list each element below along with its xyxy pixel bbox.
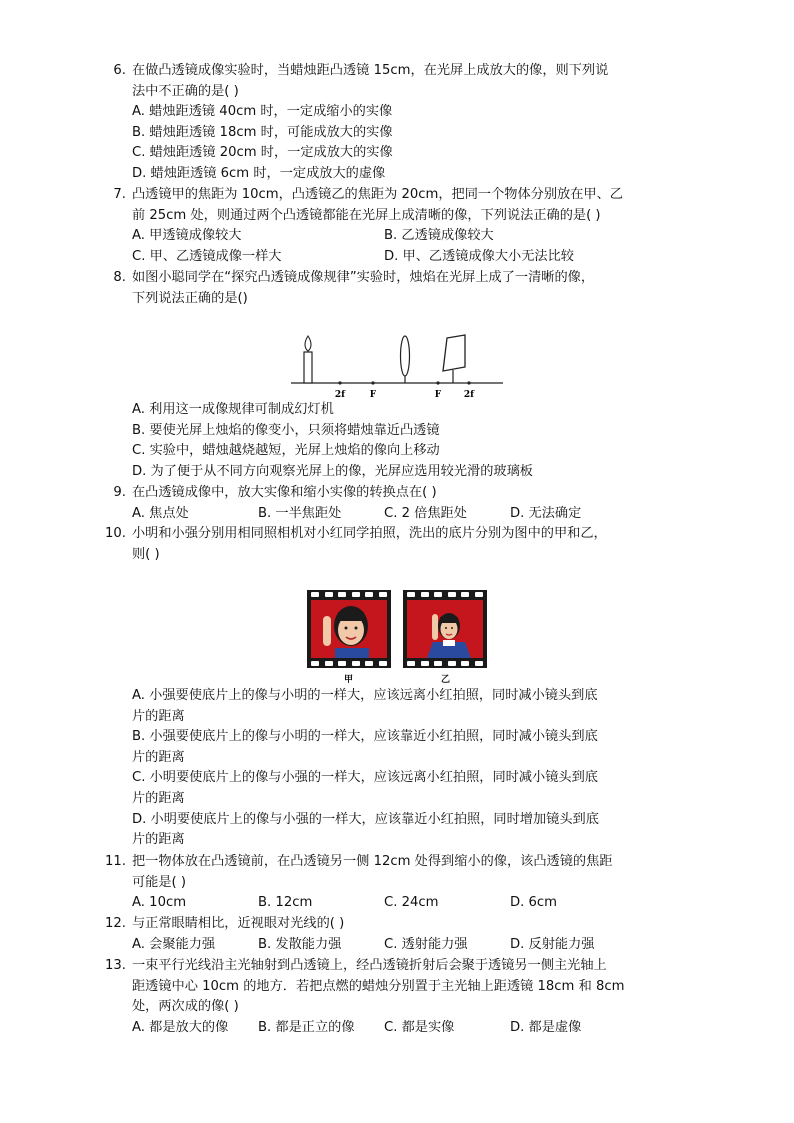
option-c: C. 蜡烛距透镜 20cm 时，一定成放大的实像 [132, 145, 393, 161]
girl-wide-photo [407, 600, 483, 658]
option-c: C. 2 倍焦距处 [384, 505, 467, 521]
option-b: B. 要使光屏上烛焰的像变小，只须将蜡烛靠近凸透镜 [132, 422, 440, 438]
question-10-options [132, 686, 672, 851]
question-11 [105, 852, 672, 914]
options-row [132, 893, 672, 914]
option-a: A. 小强要使底片上的像与小明的一样大，应该远离小红拍照，同时减小镜头到底 [132, 688, 598, 703]
question-8 [113, 268, 672, 309]
question-6 [113, 61, 672, 185]
caption-yi: 乙 [441, 675, 451, 685]
question-text: 则( ) [132, 546, 160, 562]
question-text: 在做凸透镜成像实验时，当蜡烛距凸透镜 15cm，在光屏上成放大的像，则下列说 [132, 63, 609, 78]
option-c: C. 透射能力强 [384, 936, 468, 952]
option-c-cont: 片的距离 [132, 790, 185, 806]
options-row [132, 247, 672, 268]
question-text: 把一物体放在凸透镜前，在凸透镜另一侧 12cm 处得到缩小的像，该凸透镜的焦距 [132, 854, 613, 869]
option-c: C. 实验中，蜡烛越烧越短，光屏上烛焰的像向上移动 [132, 443, 440, 459]
question-9 [113, 483, 672, 524]
question-text: 前 25cm 处，则通过两个凸透镜都能在光屏上成清晰的像，下列说法正确的是( ) [132, 207, 601, 223]
option-d: D. 小明要使底片上的像与小强的一样大，应该靠近小红拍照，同时增加镜头到底 [132, 811, 599, 827]
question-number: 13. [105, 958, 126, 973]
option-b: B. 一半焦距处 [258, 505, 342, 521]
question-text: 可能是( ) [132, 874, 187, 890]
option-d: D. 无法确定 [510, 505, 582, 521]
question-8-options [132, 400, 672, 482]
caption-jia: 甲 [344, 675, 354, 685]
option-d: D. 甲、乙透镜成像大小无法比较 [384, 248, 574, 264]
question-text: 处，两次成的像( ) [132, 999, 239, 1015]
option-c: C. 24cm [384, 895, 439, 911]
options-row [132, 226, 672, 247]
axis-label-f-left: F [369, 390, 377, 400]
film-negative-jia [307, 590, 391, 668]
axis-label-2f-right: 2f [463, 390, 475, 400]
option-a: A. 甲透镜成像较大 [132, 228, 242, 244]
film-negative-yi [403, 590, 487, 668]
option-c: C. 都是实像 [384, 1019, 455, 1035]
question-text: 距透镜中心 10cm 的地方．若把点燃的蜡烛分别置于主光轴上距透镜 18cm 和 8cm [132, 978, 625, 994]
question-7 [113, 185, 672, 267]
options-row [132, 1018, 672, 1039]
option-c: C. 小明要使底片上的像与小强的一样大，应该远离小红拍照，同时减小镜头到底 [132, 770, 598, 786]
option-c: C. 甲、乙透镜成像一样大 [132, 248, 282, 264]
option-d: D. 为了便于从不同方向观察光屏上的像，光屏应选用较光滑的玻璃板 [132, 463, 533, 479]
option-d: D. 反射能力强 [510, 936, 595, 952]
option-b: B. 蜡烛距透镜 18cm 时，可能成放大的实像 [132, 124, 393, 140]
option-b-cont: 片的距离 [132, 749, 185, 765]
question-text: 小明和小强分别用相同照相机对小红同学拍照，洗出的底片分别为图中的甲和乙， [132, 526, 607, 541]
option-d: D. 都是虚像 [510, 1019, 582, 1035]
option-a: A. 会聚能力强 [132, 936, 216, 952]
light-screen-icon [443, 335, 465, 383]
question-text: 如图小聪同学在“探究凸透镜成像规律”实验时，烛焰在光屏上成了一清晰的像， [132, 270, 595, 285]
question-number: 9. [113, 485, 126, 500]
question-number: 6. [113, 63, 126, 78]
axis-label-2f-left: 2f [334, 390, 346, 400]
question-text: 一束平行光线沿主光轴射到凸透镜上，经凸透镜折射后会聚于透镜另一侧主光轴上 [132, 958, 607, 973]
question-text: 与正常眼睛相比，近视眼对光线的( ) [132, 916, 345, 931]
question-number: 10. [105, 526, 126, 541]
option-d: D. 6cm [510, 895, 558, 911]
question-13 [105, 956, 672, 1038]
question-number: 7. [113, 187, 126, 202]
option-a: A. 利用这一成像规律可制成幻灯机 [132, 402, 334, 417]
option-b: B. 12cm [258, 895, 313, 911]
option-b: B. 发散能力强 [258, 936, 342, 952]
question-text: 下列说法正确的是() [132, 290, 248, 306]
convex-lens-icon [401, 336, 410, 383]
axis-label-f-right: F [434, 390, 442, 400]
question-number: 11. [105, 854, 126, 869]
question-number: 8. [113, 270, 126, 285]
question-text: 凸透镜甲的焦距为 10cm，凸透镜乙的焦距为 20cm，把同一个物体分别放在甲、乙 [132, 187, 623, 202]
option-b: B. 乙透镜成像较大 [384, 228, 494, 244]
options-row [132, 504, 672, 525]
question-10 [105, 524, 672, 565]
question-text: 在凸透镜成像中，放大实像和缩小实像的转换点在( ) [132, 485, 437, 500]
option-d-cont: 片的距离 [132, 832, 185, 848]
option-a: A. 10cm [132, 895, 187, 911]
option-a: A. 蜡烛距透镜 40cm 时，一定成缩小的实像 [132, 104, 393, 120]
option-a: A. 焦点处 [132, 505, 189, 521]
option-a-cont: 片的距离 [132, 708, 185, 724]
option-d: D. 蜡烛距透镜 6cm 时，一定成放大的虚像 [132, 165, 386, 181]
option-a: A. 都是放大的像 [132, 1019, 229, 1035]
options-row [132, 935, 672, 956]
option-b: B. 小强要使底片上的像与小明的一样大，应该靠近小红拍照，同时减小镜头到底 [132, 729, 598, 745]
optical-bench-figure [285, 330, 515, 402]
candle-icon [304, 336, 312, 383]
question-text: 法中不正确的是( ) [132, 83, 239, 99]
option-b: B. 都是正立的像 [258, 1019, 355, 1035]
girl-closeup-photo [311, 600, 387, 658]
question-number: 12. [105, 916, 126, 931]
question-12 [105, 914, 672, 955]
